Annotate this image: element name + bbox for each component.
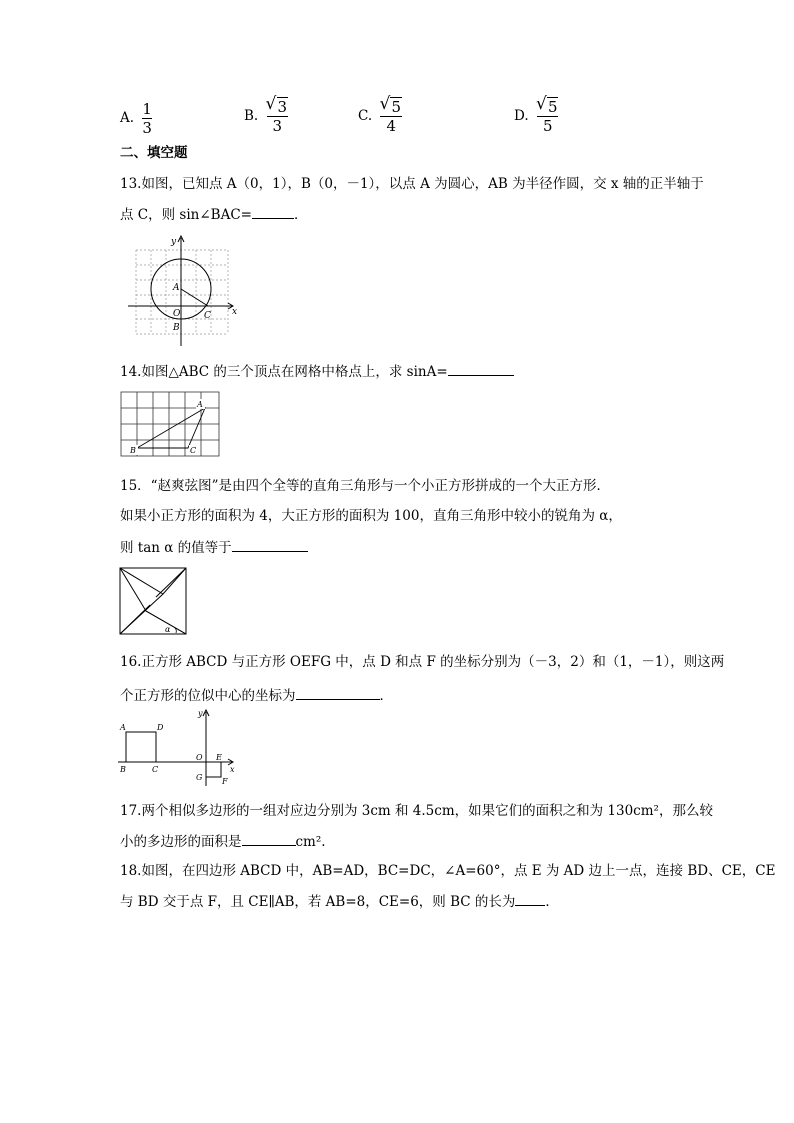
- q16-label-g: G: [196, 773, 203, 782]
- option-c-letter: C.: [358, 108, 373, 124]
- option-c-denominator: 4: [386, 117, 396, 135]
- q15-line1: 15．“赵爽弦图”是由四个全等的直角三角形与一个小正方形拼成的一个大正方形．: [120, 478, 610, 494]
- q18-line2: [120, 891, 559, 912]
- q16-label-d: D: [157, 723, 164, 732]
- section-title: 二、填空题: [120, 145, 188, 161]
- option-b-denominator: 3: [272, 117, 283, 135]
- q14-label-b: B: [130, 446, 136, 455]
- q15-figure: [118, 566, 188, 636]
- q13-figure: [128, 232, 238, 348]
- option-a-numerator: 1: [142, 100, 152, 118]
- q16-label-c: C: [152, 765, 159, 774]
- q14-answer-blank: [448, 361, 514, 376]
- q16-figure: [118, 708, 238, 788]
- option-b-letter: B.: [244, 108, 259, 124]
- q16-answer-blank: [296, 685, 380, 700]
- q16-label-f: F: [222, 777, 228, 786]
- option-c-fraction: √ 5 4: [379, 94, 401, 135]
- q16-line2-end: ．: [379, 688, 393, 704]
- q16-label-y: y: [198, 709, 203, 718]
- q18-line2-end: ．: [545, 894, 559, 910]
- option-a-letter: A.: [120, 110, 135, 126]
- q14-line1: [120, 361, 514, 382]
- q15-line3-text: 则 tan α 的值等于: [120, 540, 232, 556]
- option-c-radicand: 5: [391, 98, 401, 116]
- option-c: [358, 94, 402, 135]
- q15-line2: 如果小正方形的面积为 4，大正方形的面积为 100，直角三角形中较小的锐角为 α，: [120, 508, 622, 524]
- q16-line2: [120, 685, 393, 706]
- q17-line2-text: 小的多边形的面积是: [120, 834, 242, 850]
- q13-line1: 13.如图，已知点 A（0，1），B（0，－1），以点 A 为圆心，AB 为半径作圆，交 x 轴的正半轴于: [120, 176, 704, 192]
- option-d-fraction: √ 5 5: [535, 94, 558, 135]
- option-a-fraction: [142, 100, 152, 137]
- option-b: [244, 94, 288, 135]
- q13-line2: [120, 204, 307, 225]
- q15-label-alpha: α: [165, 625, 171, 634]
- q14-label-c: C: [190, 446, 197, 455]
- option-d-radicand: 5: [547, 98, 558, 116]
- q18-line2-text: 与 BD 交于点 F，且 CE∥AB，若 AB=8，CE=6，则 BC 的长为: [120, 894, 516, 910]
- q17-line1: 17.两个相似多边形的一组对应边分别为 3cm 和 4.5cm，如果它们的面积之和为 130cm²，那么较: [120, 803, 713, 819]
- q14-figure: [120, 390, 224, 460]
- option-a: [120, 100, 152, 137]
- q15-line3: [120, 537, 308, 558]
- q13-line2-text: 点 C，则 sin∠BAC=: [120, 207, 252, 223]
- option-d-denominator: 5: [542, 117, 553, 135]
- q13-label-y: y: [171, 237, 177, 247]
- q16-label-e: E: [216, 753, 222, 762]
- option-b-radicand: 3: [277, 98, 288, 116]
- q17-answer-blank: [242, 831, 296, 846]
- q13-label-a: A: [173, 283, 180, 293]
- q17-line2-end: cm².: [295, 834, 326, 850]
- q16-label-x: x: [230, 765, 235, 774]
- q14-label-a: A: [197, 400, 203, 409]
- q16-line2-text: 个正方形的位似中心的坐标为: [120, 688, 296, 704]
- option-d-letter: D.: [514, 108, 529, 124]
- q15-answer-blank: [232, 537, 308, 552]
- q16-line1: 16.正方形 ABCD 与正方形 OEFG 中，点 D 和点 F 的坐标分别为（－3，2）和（1，－1），则这两: [120, 654, 725, 670]
- q16-label-a: A: [120, 723, 126, 732]
- q18-answer-blank: [515, 891, 545, 906]
- q13-label-b: B: [173, 323, 180, 333]
- q13-answer-blank: [252, 204, 294, 219]
- q18-line1: 18.如图，在四边形 ABCD 中，AB=AD，BC=DC，∠A=60°，点 E 为 AD 边上一点，连接 BD、CE，CE: [120, 863, 776, 879]
- q13-label-o: O: [173, 309, 181, 319]
- q13-label-x: x: [232, 307, 238, 317]
- q16-label-b: B: [120, 765, 126, 774]
- q14-line1-text: 14.如图△ABC 的三个顶点在网格中格点上，求 sinA=: [120, 364, 448, 380]
- q16-label-o: O: [196, 753, 203, 762]
- option-a-denominator: 3: [142, 119, 152, 137]
- q13-label-c: C: [204, 311, 211, 321]
- q17-line2: [120, 831, 326, 852]
- q13-line2-end: ．: [293, 207, 308, 223]
- option-b-fraction: √ 3 3: [265, 94, 288, 135]
- option-d: [514, 94, 558, 135]
